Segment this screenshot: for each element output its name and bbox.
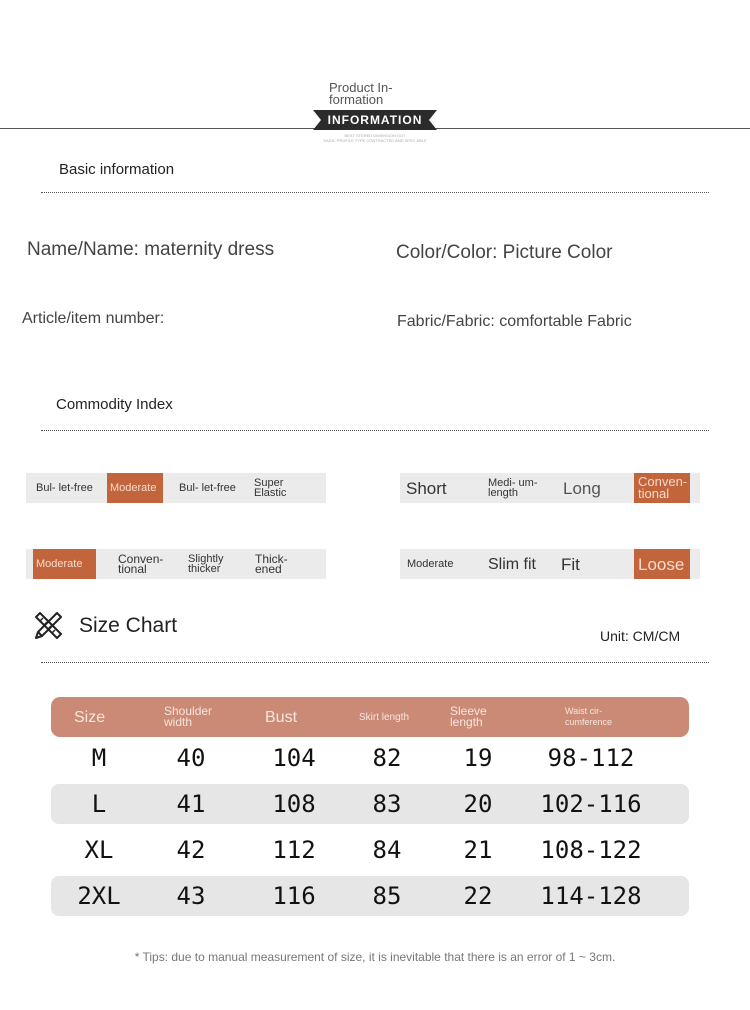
information-badge-label: INFORMATION [327,113,423,127]
cell-sleeve: 19 [463,744,493,772]
cell-shoulder: 40 [176,744,206,772]
cell-size: L [91,790,107,818]
thickness-scale [26,549,326,579]
elasticity-scale [26,473,326,503]
fine-print-line-2: SADIC PROFILE TYPE CONTRACTED AND SPEC ABLE [323,138,427,143]
length-option: Short [406,478,447,498]
fit-scale [400,549,700,579]
header-bust: Bust [265,708,298,726]
information-badge [313,110,437,130]
article-number: Article/item number: [22,310,165,327]
size-chart-title: Size Chart [79,614,178,637]
product-name: Name/Name: maternity dress [27,239,275,260]
cell-shoulder: 43 [176,882,206,910]
elasticity-option-selected: Moderate [107,473,163,503]
cell-skirt: 82 [372,744,402,772]
cell-waist: 98-112 [547,744,635,772]
cell-skirt: 85 [372,882,402,910]
cell-bust: 116 [272,882,316,910]
length-option: Medi- um-length [488,477,538,499]
fit-option: Slim fit [488,555,536,573]
cell-skirt: 84 [372,836,402,864]
basic-info-divider [41,192,709,193]
thickness-option: Slightly thicker [188,553,224,575]
header-waist: Waist cir- cumference [565,706,613,727]
fine-print-line-1: BEST STERED DIMENSION DOT [344,133,406,138]
cell-shoulder: 42 [176,836,206,864]
elasticity-option: Bul- let-free [36,482,93,494]
measurement-tip: * Tips: due to manual measurement of size, it is inevitable that there is an error of 1 ~ 3cm. [134,950,616,964]
cell-size: 2XL [77,882,121,910]
size-chart-divider [41,662,709,663]
size-table-header [51,697,689,737]
cell-bust: 112 [272,836,316,864]
length-option-selected: Conven- tional [634,473,690,503]
header-sleeve: Sleeve length [450,704,487,729]
cell-waist: 108-122 [540,836,642,864]
cell-bust: 104 [272,744,316,772]
commodity-index-title: Commodity Index [56,396,173,413]
cell-size: M [91,744,107,772]
table-row [51,738,689,778]
product-color: Color/Color: Picture Color [396,242,613,263]
fit-option-selected: Loose [634,549,690,579]
ruler-pencil-icon [32,609,64,641]
cell-size: XL [84,836,114,864]
size-unit: Unit: CM/CM [600,628,681,644]
badge-fine-print [300,133,450,143]
length-option: Long [563,478,601,498]
cell-sleeve: 21 [463,836,493,864]
header-size: Size [74,708,106,726]
basic-info-title: Basic information [59,161,175,178]
header-shoulder: Shoulder width [164,704,213,729]
fit-option: Fit [561,554,580,574]
table-row [51,830,689,870]
thickness-option: Thick- ened [255,552,288,576]
cell-sleeve: 22 [463,882,493,910]
header-skirt: Skirt length [359,711,410,723]
commodity-index-divider [41,430,709,431]
cell-waist: 102-116 [540,790,642,818]
thickness-option: Conven- tional [118,552,164,576]
cell-waist: 114-128 [540,882,642,910]
table-row [51,876,689,916]
thickness-option-selected: Moderate [33,549,96,579]
cell-sleeve: 20 [463,790,493,818]
cell-bust: 108 [272,790,316,818]
length-scale [400,473,700,503]
elasticity-option: Bul- let-free [179,482,236,494]
product-info-title: Product In- formation [329,80,393,107]
fit-option: Moderate [407,558,454,570]
cell-skirt: 83 [372,790,402,818]
table-row [51,784,689,824]
cell-shoulder: 41 [176,790,206,818]
product-fabric: Fabric/Fabric: comfortable Fabric [397,313,632,330]
elasticity-option: Super Elastic [254,477,287,499]
